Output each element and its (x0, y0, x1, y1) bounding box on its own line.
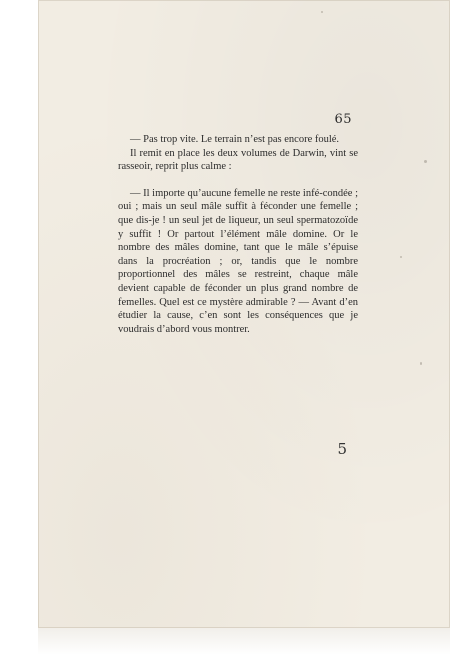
paper-speck (424, 160, 427, 163)
paper-speck (321, 11, 323, 13)
paragraph: Il remit en place les deux volumes de Darwin, vint se rasseoir, reprit plus calme : (118, 147, 358, 173)
paragraph: — Pas trop vite. Le terrain n’est pas encore foulé. (130, 134, 340, 145)
signature-mark: 5 (337, 440, 347, 458)
body-text (118, 133, 358, 336)
paper-speck (400, 256, 402, 258)
paragraph: — Il importe qu’aucune femelle ne reste infé-condée ; oui ; mais un seul mâle suffit à féconder une femelle ; que dis-je ! un seul jet de liqueur, un seul spermatozoïde y suffit ! Or partout l’élément mâle domine. Or le nombre des mâles domine, tant que le mâle s’épuise dans la procréation ; or, tandis que le nombre proportionnel des mâles se restreint, chaque mâle devient capable de féconder un plus grand nombre de femelles. Quel est ce mystère admirable ? — Avant d’en étudier la cause, c’en sont les conséquences que je voudrais d’abord vous montrer. (118, 187, 358, 335)
page-number: 65 (334, 112, 352, 127)
page-shadow-edge (38, 628, 450, 655)
paper-speck (420, 362, 422, 365)
